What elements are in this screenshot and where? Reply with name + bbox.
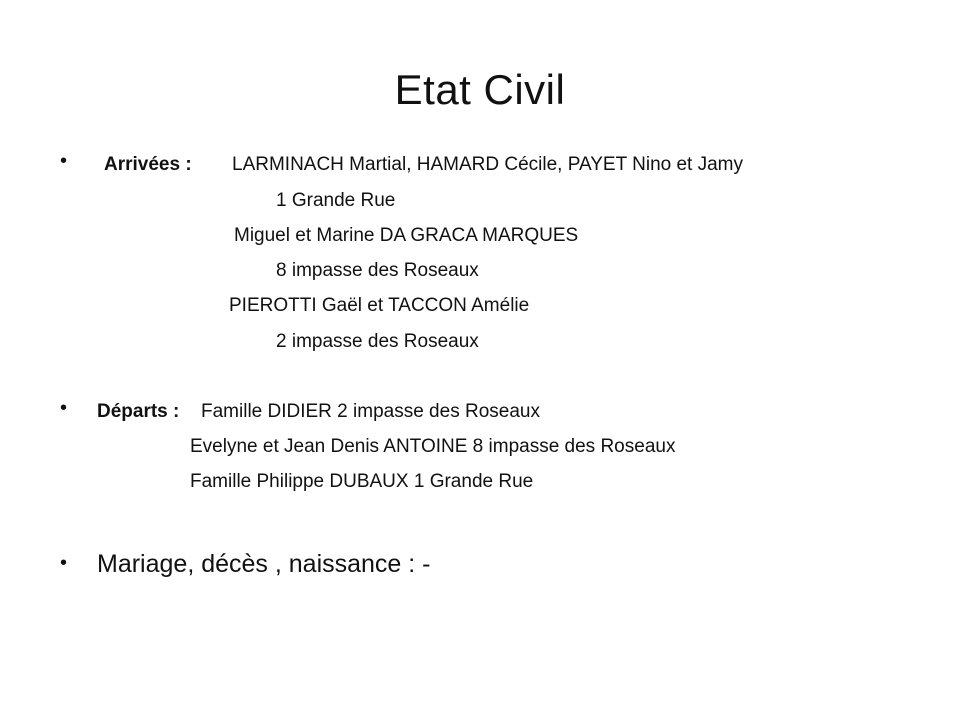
bullet-arrivals: • xyxy=(60,150,68,172)
slide-title: Etat Civil xyxy=(394,66,566,113)
arrivals-line-3: Miguel et Marine DA GRACA MARQUES xyxy=(234,225,579,246)
arrivals-line-2: 1 Grande Rue xyxy=(276,190,396,211)
bullet-events: • xyxy=(60,552,68,574)
arrivals-line-5: PIEROTTI Gaël et TACCON Amélie xyxy=(229,295,530,316)
arrivals-line-1: LARMINACH Martial, HAMARD Cécile, PAYET Nino et Jamy xyxy=(232,154,744,175)
events-line: Mariage, décès , naissance : - xyxy=(97,550,431,578)
departures-line-1: Famille DIDIER 2 impasse des Roseaux xyxy=(201,401,540,422)
departures-label: Départs : xyxy=(97,401,180,422)
arrivals-label: Arrivées : xyxy=(104,154,192,175)
arrivals-line-6: 2 impasse des Roseaux xyxy=(276,331,479,352)
arrivals-line-4: 8 impasse des Roseaux xyxy=(276,260,479,281)
departures-line-3: Famille Philippe DUBAUX 1 Grande Rue xyxy=(190,471,534,492)
bullet-departures: • xyxy=(60,397,68,419)
departures-line-2: Evelyne et Jean Denis ANTOINE 8 impasse des Roseaux xyxy=(190,436,676,457)
